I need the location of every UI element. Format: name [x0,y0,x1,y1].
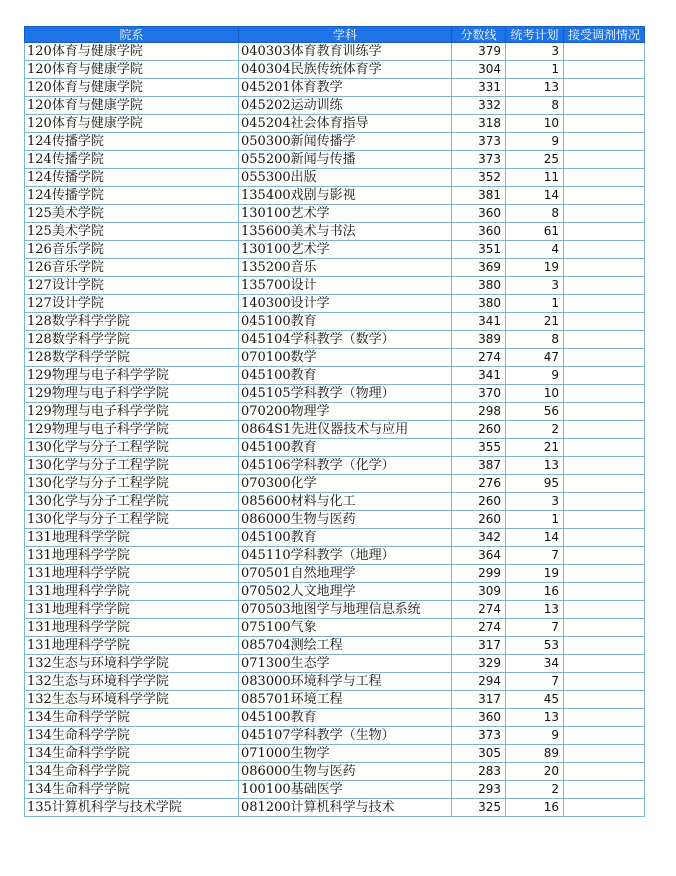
cell-discipline: 085704测绘工程 [239,637,452,655]
cell-discipline: 100100基础医学 [239,781,452,799]
table-row [25,763,645,781]
table-row [25,241,645,259]
cell-score-line: 329 [452,655,506,673]
cell-adjustment [564,799,645,817]
cell-plan: 8 [506,205,564,223]
table-body [25,43,645,817]
cell-plan: 7 [506,673,564,691]
cell-score-line: 283 [452,763,506,781]
cell-adjustment [564,637,645,655]
cell-plan: 61 [506,223,564,241]
cell-department: 120体育与健康学院 [25,97,239,115]
cell-adjustment [564,619,645,637]
cell-score-line: 294 [452,673,506,691]
cell-department: 132生态与环境科学学院 [25,691,239,709]
cell-plan: 3 [506,493,564,511]
table-row [25,691,645,709]
table-row [25,367,645,385]
table-row [25,637,645,655]
cell-adjustment [564,115,645,133]
cell-discipline: 083000环境科学与工程 [239,673,452,691]
table-row [25,187,645,205]
cell-discipline: 135400戏剧与影视 [239,187,452,205]
cell-department: 120体育与健康学院 [25,79,239,97]
cell-score-line: 387 [452,457,506,475]
cell-score-line: 331 [452,79,506,97]
cell-score-line: 325 [452,799,506,817]
table-row [25,295,645,313]
header-discipline: 学科 [239,27,452,43]
table-row [25,259,645,277]
cell-plan: 7 [506,619,564,637]
cell-adjustment [564,601,645,619]
table-row [25,655,645,673]
cell-adjustment [564,385,645,403]
cell-adjustment [564,133,645,151]
cell-plan: 95 [506,475,564,493]
cell-adjustment [564,457,645,475]
header-adjustment: 接受调剂情况 [564,27,645,43]
cell-adjustment [564,421,645,439]
cell-department: 129物理与电子科学学院 [25,385,239,403]
cell-discipline: 070200物理学 [239,403,452,421]
cell-discipline: 085701环境工程 [239,691,452,709]
cell-score-line: 369 [452,259,506,277]
cell-discipline: 045100教育 [239,709,452,727]
cell-adjustment [564,529,645,547]
cell-plan: 7 [506,547,564,565]
cell-discipline: 071300生态学 [239,655,452,673]
cell-plan: 3 [506,277,564,295]
cell-discipline: 045100教育 [239,529,452,547]
table-row [25,781,645,799]
table-row [25,529,645,547]
cell-score-line: 389 [452,331,506,349]
cell-plan: 89 [506,745,564,763]
cell-adjustment [564,313,645,331]
cell-plan: 21 [506,313,564,331]
table-row [25,403,645,421]
cell-adjustment [564,223,645,241]
header-row [25,27,645,43]
cell-plan: 21 [506,439,564,457]
cell-department: 131地理科学学院 [25,637,239,655]
table-row [25,511,645,529]
table-row [25,547,645,565]
cell-adjustment [564,79,645,97]
cell-department: 124传播学院 [25,151,239,169]
table-row [25,205,645,223]
cell-adjustment [564,241,645,259]
cell-score-line: 332 [452,97,506,115]
cell-adjustment [564,745,645,763]
cell-discipline: 070502人文地理学 [239,583,452,601]
cell-score-line: 373 [452,151,506,169]
cell-score-line: 260 [452,493,506,511]
cell-adjustment [564,493,645,511]
table-row [25,673,645,691]
table-row [25,223,645,241]
cell-department: 131地理科学学院 [25,547,239,565]
cell-discipline: 040304民族传统体育学 [239,61,452,79]
cell-department: 128数学科学学院 [25,349,239,367]
cell-score-line: 373 [452,133,506,151]
cell-adjustment [564,691,645,709]
cell-adjustment [564,403,645,421]
cell-department: 130化学与分子工程学院 [25,457,239,475]
cell-department: 128数学科学学院 [25,313,239,331]
table-row [25,43,645,61]
cell-adjustment [564,655,645,673]
cell-plan: 19 [506,565,564,583]
cell-plan: 47 [506,349,564,367]
cell-plan: 53 [506,637,564,655]
cell-plan: 13 [506,709,564,727]
header-plan: 统考计划 [506,27,564,43]
cell-department: 120体育与健康学院 [25,43,239,61]
cell-adjustment [564,169,645,187]
cell-adjustment [564,583,645,601]
cell-score-line: 260 [452,421,506,439]
header-score-line: 分数线 [452,27,506,43]
cell-department: 131地理科学学院 [25,529,239,547]
cell-adjustment [564,259,645,277]
cell-plan: 20 [506,763,564,781]
table-row [25,439,645,457]
cell-department: 135计算机科学与技术学院 [25,799,239,817]
cell-department: 134生命科学学院 [25,709,239,727]
table-row [25,565,645,583]
table-row [25,151,645,169]
cell-department: 125美术学院 [25,223,239,241]
cell-plan: 34 [506,655,564,673]
cell-adjustment [564,349,645,367]
cell-department: 130化学与分子工程学院 [25,439,239,457]
cell-score-line: 360 [452,223,506,241]
cell-score-line: 276 [452,475,506,493]
cell-discipline: 070300化学 [239,475,452,493]
table-row [25,583,645,601]
cell-department: 131地理科学学院 [25,619,239,637]
cell-adjustment [564,61,645,79]
cell-department: 134生命科学学院 [25,763,239,781]
cell-department: 129物理与电子科学学院 [25,367,239,385]
cell-plan: 9 [506,727,564,745]
cell-discipline: 045100教育 [239,313,452,331]
cell-adjustment [564,709,645,727]
cell-discipline: 040303体育教育训练学 [239,43,452,61]
cell-score-line: 373 [452,727,506,745]
table-row [25,61,645,79]
table-row [25,133,645,151]
cell-discipline: 045105学科教学（物理） [239,385,452,403]
cell-department: 134生命科学学院 [25,727,239,745]
cell-score-line: 274 [452,601,506,619]
cell-score-line: 352 [452,169,506,187]
cell-plan: 16 [506,583,564,601]
cell-adjustment [564,763,645,781]
cell-score-line: 260 [452,511,506,529]
cell-plan: 9 [506,133,564,151]
table-row [25,745,645,763]
cell-discipline: 135700设计 [239,277,452,295]
cell-department: 132生态与环境科学学院 [25,655,239,673]
table-row [25,619,645,637]
table-row [25,79,645,97]
cell-discipline: 086000生物与医药 [239,763,452,781]
cell-department: 130化学与分子工程学院 [25,475,239,493]
cell-discipline: 045201体育教学 [239,79,452,97]
table-row [25,493,645,511]
cell-department: 131地理科学学院 [25,583,239,601]
table-row [25,799,645,817]
cell-score-line: 351 [452,241,506,259]
cell-score-line: 379 [452,43,506,61]
cell-adjustment [564,781,645,799]
cell-adjustment [564,331,645,349]
cell-department: 134生命科学学院 [25,781,239,799]
cell-department: 131地理科学学院 [25,565,239,583]
table-row [25,601,645,619]
cell-department: 124传播学院 [25,169,239,187]
cell-department: 132生态与环境科学学院 [25,673,239,691]
cell-adjustment [564,151,645,169]
cell-plan: 10 [506,115,564,133]
cell-adjustment [564,565,645,583]
table-row [25,475,645,493]
table-row [25,457,645,475]
cell-plan: 2 [506,781,564,799]
cell-discipline: 135600美术与书法 [239,223,452,241]
cell-discipline: 045107学科教学（生物） [239,727,452,745]
table-row [25,169,645,187]
cell-discipline: 081200计算机科学与技术 [239,799,452,817]
cell-score-line: 305 [452,745,506,763]
cell-plan: 8 [506,331,564,349]
cell-adjustment [564,475,645,493]
table-row [25,97,645,115]
cell-adjustment [564,277,645,295]
table-row [25,421,645,439]
cell-discipline: 045100教育 [239,439,452,457]
cell-score-line: 274 [452,619,506,637]
cell-discipline: 045204社会体育指导 [239,115,452,133]
cell-discipline: 130100艺术学 [239,205,452,223]
cell-adjustment [564,673,645,691]
cell-discipline: 086000生物与医药 [239,511,452,529]
cell-department: 128数学科学学院 [25,331,239,349]
cell-plan: 3 [506,43,564,61]
cell-department: 120体育与健康学院 [25,115,239,133]
cell-discipline: 085600材料与化工 [239,493,452,511]
cell-department: 129物理与电子科学学院 [25,421,239,439]
cell-department: 129物理与电子科学学院 [25,403,239,421]
table-row [25,313,645,331]
cell-plan: 19 [506,259,564,277]
cell-department: 126音乐学院 [25,259,239,277]
cell-score-line: 380 [452,295,506,313]
cell-score-line: 364 [452,547,506,565]
cell-discipline: 071000生物学 [239,745,452,763]
cell-score-line: 380 [452,277,506,295]
table-row [25,349,645,367]
cell-discipline: 045100教育 [239,367,452,385]
cell-discipline: 050300新闻传播学 [239,133,452,151]
cell-score-line: 309 [452,583,506,601]
header-department: 院系 [25,27,239,43]
cell-department: 127设计学院 [25,295,239,313]
cell-plan: 8 [506,97,564,115]
cell-adjustment [564,187,645,205]
cell-discipline: 045202运动训练 [239,97,452,115]
cell-plan: 11 [506,169,564,187]
cell-department: 130化学与分子工程学院 [25,493,239,511]
cell-discipline: 045104学科教学（数学） [239,331,452,349]
cell-plan: 2 [506,421,564,439]
cell-adjustment [564,439,645,457]
table-row [25,385,645,403]
cell-department: 134生命科学学院 [25,745,239,763]
cell-score-line: 293 [452,781,506,799]
cell-score-line: 360 [452,709,506,727]
cell-plan: 13 [506,457,564,475]
cell-discipline: 140300设计学 [239,295,452,313]
cell-score-line: 318 [452,115,506,133]
cell-plan: 25 [506,151,564,169]
cell-department: 127设计学院 [25,277,239,295]
table-row [25,709,645,727]
cell-score-line: 299 [452,565,506,583]
cell-score-line: 341 [452,313,506,331]
cell-score-line: 341 [452,367,506,385]
cell-plan: 10 [506,385,564,403]
cell-discipline: 135200音乐 [239,259,452,277]
cell-score-line: 370 [452,385,506,403]
cell-discipline: 055300出版 [239,169,452,187]
cell-score-line: 360 [452,205,506,223]
cell-plan: 14 [506,529,564,547]
cell-score-line: 298 [452,403,506,421]
cell-plan: 4 [506,241,564,259]
cell-adjustment [564,547,645,565]
cell-plan: 14 [506,187,564,205]
cell-adjustment [564,727,645,745]
cell-adjustment [564,367,645,385]
cell-plan: 45 [506,691,564,709]
cell-discipline: 070501自然地理学 [239,565,452,583]
cell-discipline: 075100气象 [239,619,452,637]
cell-discipline: 055200新闻与传播 [239,151,452,169]
cell-department: 126音乐学院 [25,241,239,259]
cell-discipline: 0864S1先进仪器技术与应用 [239,421,452,439]
cell-score-line: 355 [452,439,506,457]
cell-score-line: 381 [452,187,506,205]
cell-plan: 13 [506,79,564,97]
cell-department: 131地理科学学院 [25,601,239,619]
cell-discipline: 130100艺术学 [239,241,452,259]
cell-plan: 1 [506,61,564,79]
cell-discipline: 070503地图学与地理信息系统 [239,601,452,619]
cell-discipline: 045106学科教学（化学） [239,457,452,475]
cell-discipline: 045110学科教学（地理） [239,547,452,565]
cell-adjustment [564,511,645,529]
cell-department: 124传播学院 [25,187,239,205]
cell-score-line: 274 [452,349,506,367]
cell-department: 125美术学院 [25,205,239,223]
cell-department: 130化学与分子工程学院 [25,511,239,529]
cell-adjustment [564,295,645,313]
cell-department: 124传播学院 [25,133,239,151]
cell-department: 120体育与健康学院 [25,61,239,79]
table-row [25,115,645,133]
cell-score-line: 317 [452,637,506,655]
cell-score-line: 317 [452,691,506,709]
cell-adjustment [564,205,645,223]
admission-table [24,26,645,817]
cell-adjustment [564,97,645,115]
cell-score-line: 304 [452,61,506,79]
cell-plan: 1 [506,511,564,529]
cell-adjustment [564,43,645,61]
table-row [25,277,645,295]
cell-plan: 13 [506,601,564,619]
cell-plan: 56 [506,403,564,421]
cell-plan: 16 [506,799,564,817]
cell-score-line: 342 [452,529,506,547]
cell-plan: 1 [506,295,564,313]
table-row [25,331,645,349]
table-row [25,727,645,745]
cell-plan: 9 [506,367,564,385]
cell-discipline: 070100数学 [239,349,452,367]
